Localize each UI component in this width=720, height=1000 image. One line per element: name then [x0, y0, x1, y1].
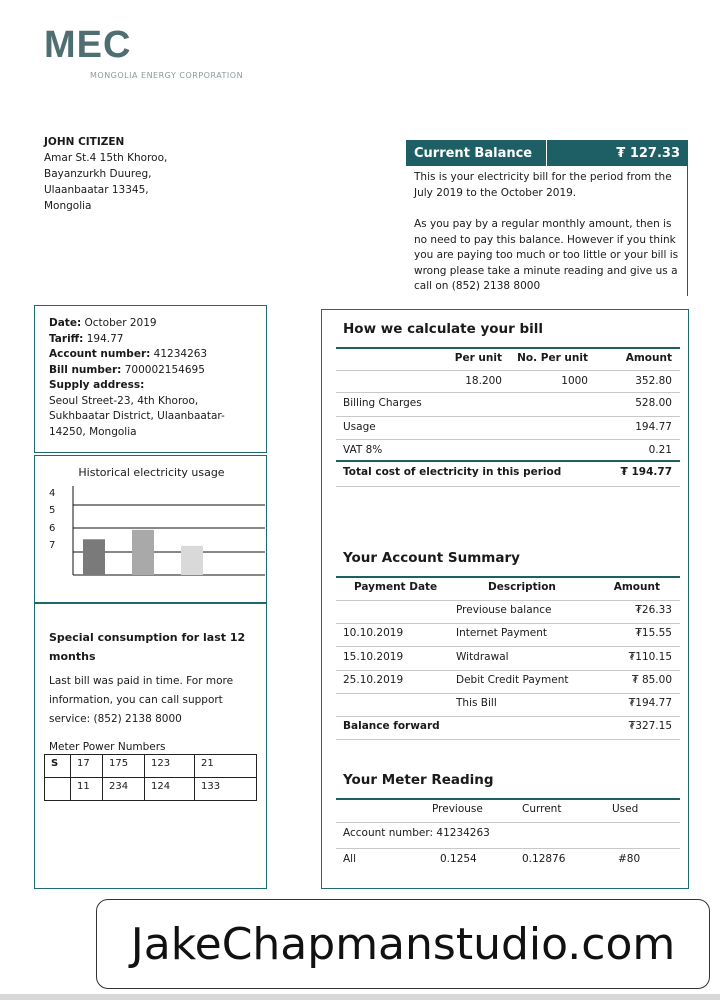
y-tick-label: 7: [49, 540, 56, 551]
row-label: Billing Charges: [343, 397, 422, 409]
total-label: Total cost of electricity in this period: [343, 466, 562, 478]
address-line: Bayanzurkh Duureg,: [44, 168, 152, 180]
special-consumption-panel: [34, 603, 267, 889]
table-row: [45, 755, 257, 778]
meter-title: Your Meter Reading: [343, 772, 494, 788]
summary-desc: Debit Credit Payment: [456, 674, 569, 686]
table-cell: 21: [195, 755, 257, 778]
col-header: Used: [612, 803, 639, 815]
table-cell: 175: [103, 755, 145, 778]
row-amount: 194.77: [635, 421, 672, 433]
date-label: Date:: [49, 317, 82, 329]
supply-line: Seoul Street-23, 4th Khoroo,: [49, 394, 199, 407]
usage-chart-panel: [34, 455, 267, 603]
bill-date: October 2019: [84, 317, 157, 329]
usage-bar: [132, 530, 154, 575]
table-cell: S: [45, 755, 71, 778]
y-tick-label: 4: [49, 488, 56, 499]
col-header: Per unit: [454, 352, 502, 364]
table-row: [45, 778, 257, 801]
y-tick-label: 6: [49, 523, 56, 534]
meter-power-table: [44, 754, 257, 801]
company-subtitle: MONGOLIA ENERGY CORPORATION: [90, 71, 244, 80]
row-amount: 528.00: [635, 397, 672, 409]
customer-name: JOHN CITIZEN: [44, 136, 125, 148]
summary-amount: ₮26.33: [635, 604, 672, 616]
bill-label: Bill number:: [49, 363, 122, 376]
bill-number: 700002154695: [124, 363, 205, 376]
tariff-value: 194.77: [86, 332, 124, 345]
col-header: Payment Date: [354, 581, 438, 593]
usage-bar: [83, 539, 105, 575]
chart-title: Historical electricity usage: [78, 466, 225, 479]
balance-amount: ₮ 127.33: [616, 145, 680, 161]
col-header: Description: [488, 581, 556, 593]
meter-cell: All: [343, 853, 357, 865]
current-balance-box: [406, 140, 688, 296]
summary-desc: Previouse balance: [456, 604, 552, 616]
calc-title: How we calculate your bill: [343, 321, 544, 337]
summary-desc: Internet Payment: [456, 627, 547, 639]
address-line: Amar St.4 15th Khoroo,: [44, 152, 168, 164]
summary-desc: Witdrawal: [456, 651, 509, 663]
customer-address: [44, 134, 167, 214]
supply-line: 14250, Mongolia: [49, 425, 137, 438]
table-cell: 17: [71, 755, 103, 778]
units-value: 1000: [561, 375, 588, 387]
balance-forward-label: Balance forward: [343, 720, 440, 732]
meter-cell: 0.12876: [522, 853, 566, 865]
summary-amount: ₮194.77: [628, 697, 672, 709]
balance-header: [406, 140, 688, 166]
address-line: Ulaanbaatar 13345,: [44, 184, 149, 196]
balance-forward-amount: ₮327.15: [628, 720, 672, 732]
col-header: Previouse: [432, 803, 483, 815]
col-header: Amount: [625, 352, 672, 364]
row-amount: 0.21: [648, 444, 672, 456]
supply-line: Sukhbaatar District, Ulaanbaatar-: [49, 410, 225, 422]
company-logo: MEC: [44, 24, 132, 66]
address-line: Mongolia: [44, 200, 92, 212]
row-label: VAT 8%: [343, 444, 383, 456]
col-header: Current: [522, 803, 562, 815]
balance-note-text: As you pay by a regular monthly amount, then is no need to pay this balance. However if you think you are paying too much or too little or your bill is wrong please take a minute reading and give us a call on (852) 2138 8000: [414, 218, 679, 292]
col-header: No. Per unit: [517, 352, 588, 364]
summary-date: 10.10.2019: [343, 627, 404, 639]
row-label: Usage: [343, 421, 376, 433]
summary-title: Your Account Summary: [343, 550, 520, 566]
watermark: JakeChapmanstudio.com: [96, 899, 710, 989]
special-title: Special consumption for last 12 months: [49, 631, 246, 663]
meter-power-title: Meter Power Numbers: [49, 741, 166, 753]
y-tick-label: 5: [49, 505, 56, 516]
total-amount: ₮ 194.77: [620, 466, 672, 478]
bill-info-panel: [34, 305, 267, 453]
table-cell: 123: [145, 755, 195, 778]
account-number: 41234263: [153, 348, 208, 360]
table-cell: 234: [103, 778, 145, 801]
summary-date: 25.10.2019: [343, 674, 404, 686]
supply-label: Supply address:: [49, 379, 145, 391]
summary-amount: ₮110.15: [628, 651, 672, 663]
amount-value: 352.80: [635, 375, 672, 387]
per-unit-value: 18.200: [465, 375, 502, 387]
meter-cell: #80: [618, 853, 641, 865]
table-cell: [45, 778, 71, 801]
table-cell: 124: [145, 778, 195, 801]
summary-date: 15.10.2019: [343, 651, 404, 663]
account-label: Account number:: [49, 348, 151, 360]
meter-cell: 0.1254: [440, 853, 477, 865]
col-header: Amount: [613, 581, 660, 593]
special-text: Last bill was paid in time. For more information, you can call support service: (852) 2138 8000: [49, 675, 234, 725]
summary-amount: ₮ 85.00: [631, 674, 672, 686]
tariff-label: Tariff:: [49, 332, 84, 345]
summary-amount: ₮15.55: [635, 627, 672, 639]
usage-bar: [181, 546, 203, 575]
summary-desc: This Bill: [456, 697, 497, 709]
balance-label: Current Balance: [414, 145, 533, 161]
balance-period-text: This is your electricity bill for the period from the July 2019 to the October 2019.: [414, 171, 672, 199]
usage-bar-chart: [35, 456, 268, 604]
meter-account: Account number: 41234263: [343, 827, 490, 839]
bill-details-panel: [321, 309, 689, 889]
table-cell: 11: [71, 778, 103, 801]
table-cell: 133: [195, 778, 257, 801]
